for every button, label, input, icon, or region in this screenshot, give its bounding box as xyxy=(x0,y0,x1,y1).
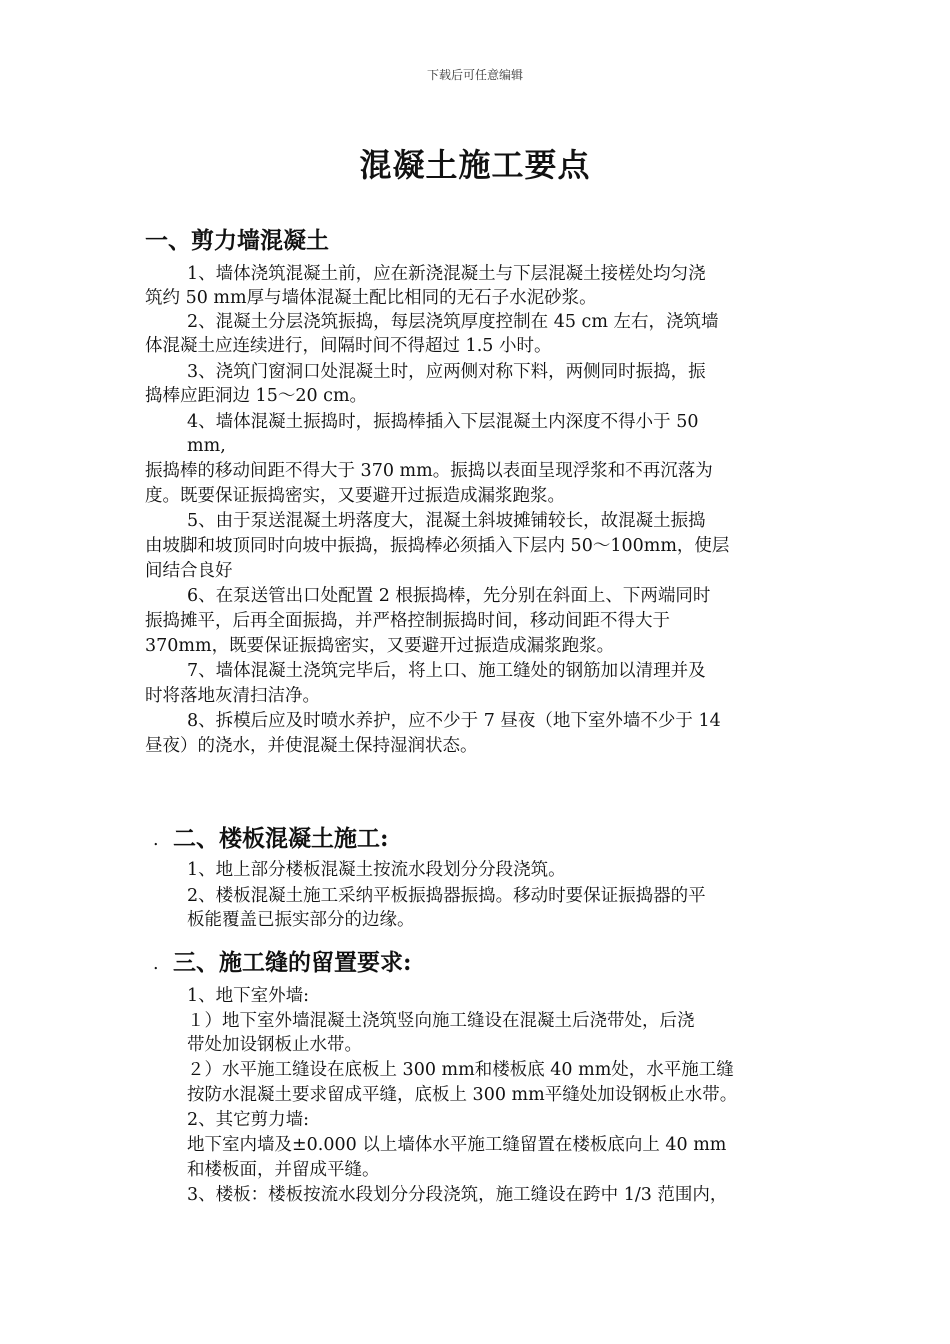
section3-bullet: . xyxy=(153,954,159,974)
section3-line: 按防水混凝土要求留成平缝，底板上 300 mm平缝处加设钢板止水带。 xyxy=(187,1085,738,1105)
section1-line: 捣棒应距洞边 15～20 cm。 xyxy=(145,386,368,406)
section2-line: 板能覆盖已振实部分的边缘。 xyxy=(187,910,415,930)
section3-line: 带处加设钢板止水带。 xyxy=(187,1035,362,1055)
section1-line: 体混凝土应连续进行，间隔时间不得超过 1.5 小时。 xyxy=(145,336,552,356)
section1-line: 间结合良好 xyxy=(145,561,233,581)
section1-line: mm, xyxy=(187,436,226,456)
section3-line: 地下室内墙及±0.000 以上墙体水平施工缝留置在楼板底向上 40 mm xyxy=(187,1135,727,1155)
section1-line: 由坡脚和坡顶同时向坡中振捣，振捣棒必须插入下层内 50～100mm，使层 xyxy=(145,536,730,556)
section1-line: 370mm，既要保证振捣密实，又要避开过振造成漏浆跑浆。 xyxy=(145,636,615,656)
section3-line: １）地下室外墙混凝土浇筑竖向施工缝设在混凝土后浇带处，后浇 xyxy=(187,1011,695,1031)
section3-line: 3、楼板：楼板按流水段划分分段浇筑，施工缝设在跨中 1/3 范围内， xyxy=(187,1185,728,1205)
section1-line: 昼夜）的浇水，并使混凝土保持湿润状态。 xyxy=(145,736,478,756)
section1-heading: 一、剪力墙混凝土 xyxy=(145,227,329,254)
section2-heading: 二、楼板混凝土施工: xyxy=(173,825,389,852)
section1-line: 筑约 50 mm厚与墙体混凝土配比相同的无石子水泥砂浆。 xyxy=(145,288,597,308)
section3-line: 和楼板面，并留成平缝。 xyxy=(187,1160,380,1180)
section2-line: 2、楼板混凝土施工采纳平板振捣器振捣。移动时要保证振捣器的平 xyxy=(187,886,706,906)
section1-line: 5、由于泵送混凝土坍落度大，混凝土斜坡摊铺较长，故混凝土振捣 xyxy=(187,511,706,531)
section1-line: 度。既要保证振捣密实，又要避开过振造成漏浆跑浆。 xyxy=(145,486,565,506)
section1-line: 时将落地灰清扫洁净。 xyxy=(145,686,320,706)
section1-line: 8、拆模后应及时喷水养护，应不少于 7 昼夜（地下室外墙不少于 14 xyxy=(187,711,721,731)
section3-line: ２）水平施工缝设在底板上 300 mm和楼板底 40 mm处，水平施工缝 xyxy=(187,1060,734,1080)
section1-line: 3、浇筑门窗洞口处混凝土时，应两侧对称下料，两侧同时振捣，振 xyxy=(187,362,706,382)
section2-line: 1、地上部分楼板混凝土按流水段划分分段浇筑。 xyxy=(187,860,566,880)
section1-line: 7、墙体混凝土浇筑完毕后，将上口、施工缝处的钢筋加以清理并及 xyxy=(187,661,706,681)
section2-bullet: . xyxy=(153,830,159,850)
section3-heading: 三、施工缝的留置要求: xyxy=(173,949,412,976)
section1-line: 1、墙体浇筑混凝土前，应在新浇混凝土与下层混凝土接槎处均匀浇 xyxy=(187,264,706,284)
document-title: 混凝土施工要点 xyxy=(359,146,591,184)
section1-line: 振捣棒的移动间距不得大于 370 mm。振捣以表面呈现浮浆和不再沉落为 xyxy=(145,461,713,481)
section1-line: 振捣摊平，后再全面振捣，并严格控制振捣时间，移动间距不得大于 xyxy=(145,611,670,631)
header-note: 下载后可任意编辑 xyxy=(426,68,523,82)
section3-line: 2、其它剪力墙: xyxy=(187,1110,310,1130)
section1-line: 6、在泵送管出口处配置 2 根振捣棒，先分别在斜面上、下两端同时 xyxy=(187,586,711,606)
section1-line: 2、混凝土分层浇筑振捣，每层浇筑厚度控制在 45 cm 左右，浇筑墙 xyxy=(187,312,719,332)
section1-line: 4、墙体混凝土振捣时，振捣棒插入下层混凝土内深度不得小于 50 xyxy=(187,412,699,432)
section3-line: 1、地下室外墙: xyxy=(187,986,310,1006)
